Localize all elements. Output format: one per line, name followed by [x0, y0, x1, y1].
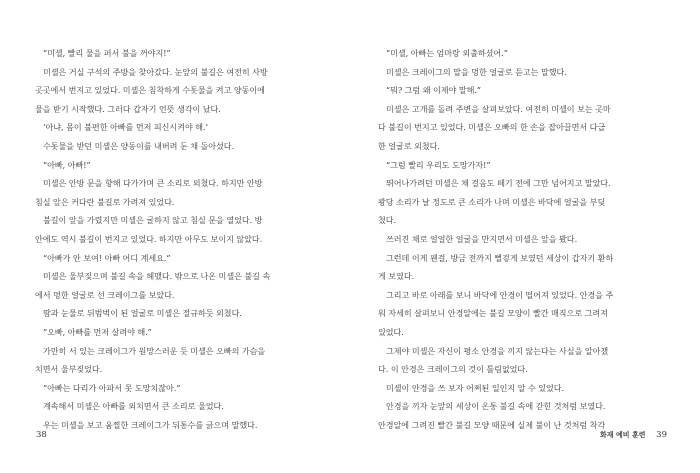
- text-line: 다. 이 안경은 크레이그의 것이 틀림없었다.: [378, 364, 528, 375]
- text-line: 물을 받기 시작했다. 그러다 갑자기 언뜻 생각이 났다.: [35, 103, 221, 114]
- text-line: 다 불길이 번지고 있었다. 미셸은 오빠의 한 손을 잡아끌면서 다급: [378, 122, 606, 133]
- right-page-footer: [600, 430, 667, 440]
- text-line: 미셸이 안경을 쓰 보자 어쩌된 일인지 알 수 있었다.: [386, 382, 565, 393]
- text-line: 침실 앞은 커다란 불길로 가려져 있었다.: [35, 196, 175, 207]
- text-line: “아빠가 안 보여! 아빠 어디 계세요.”: [43, 252, 171, 263]
- right-page-number: 39: [656, 430, 667, 440]
- text-line: 치면서 울부짖었다.: [35, 364, 103, 375]
- text-line: 땀과 눈물로 뒤범벅이 된 얼굴로 미셸은 절규하듯 외쳤다.: [43, 308, 242, 319]
- text-line: 미셸은 울부짖으며 불길 속을 헤맸다. 밖으로 나온 미셸은 불길 속: [43, 271, 271, 282]
- text-line: “아빠, 아빠!”: [43, 159, 91, 170]
- text-line: ‘아냐, 몸이 불편한 아빠를 먼저 피신시켜야 해.’: [43, 122, 209, 133]
- text-line: 그런데 이게 웬걸, 방금 전까지 뻘겋게 보였던 세상이 갑자기 환하: [386, 252, 614, 263]
- text-line: 곳곳에서 번지고 있었다. 미셸은 침착하게 수돗물을 켜고 양동이에: [35, 85, 265, 96]
- left-page-number: 38: [36, 430, 47, 440]
- text-line: 쳤다.: [378, 215, 397, 226]
- right-page: [378, 44, 668, 434]
- text-line: 미셸은 거실 구석의 주방을 찾아갔다. 눈앞의 불길은 여전히 사방: [43, 66, 268, 77]
- text-line: 있었다.: [378, 326, 404, 337]
- text-line: 워 자세히 살펴보니 안경알에는 불길 모양이 빨간 매직으로 그려져: [378, 308, 608, 319]
- text-line: 미셸은 크레이그의 말을 멍한 얼굴로 듣고는 말했다.: [386, 66, 567, 77]
- text-line: 그제야 미셸은 자신이 평소 안경을 끼지 않는다는 사실을 알아챘: [386, 345, 609, 356]
- text-line: 가만히 서 있는 크레이그가 원망스러운 듯 미셸은 오빠의 가슴을: [43, 345, 266, 356]
- text-line: 그리고 바로 아래를 보니 바닥에 안경이 떨어져 있었다. 안경을 주: [386, 289, 614, 300]
- text-line: 안경알에 그려진 빨간 불길 모양 때문에 실제 불이 난 것처럼 착각: [378, 419, 606, 430]
- left-page: [35, 44, 340, 434]
- text-line: 에서 멍한 얼굴로 선 크레이그를 보았다.: [35, 289, 175, 300]
- text-line: “아빠는 다리가 아파서 못 도망치잖아.”: [43, 382, 181, 393]
- text-line: 계속해서 미셸은 아빠를 외치면서 큰 소리로 울었다.: [43, 401, 224, 412]
- text-line: 수돗물을 받던 미셸은 양동이를 내버려 둔 채 돌아섰다.: [43, 140, 235, 151]
- text-line: 뛰어나가려던 미셸은 채 걸음도 떼기 전에 그만 넘어지고 말았다.: [386, 178, 611, 189]
- text-line: “미셸, 빨리 물을 퍼서 불을 꺼야지!”: [43, 48, 171, 58]
- text-line: 안에도 역시 불길이 번지고 있었다. 하지만 아무도 보이지 않았다.: [35, 233, 263, 244]
- running-title: 화재 예비 훈련: [600, 431, 646, 439]
- text-line: “오빠, 아빠를 먼저 살려야 해.”: [43, 326, 152, 337]
- text-line: 쓰러진 채로 얼얼한 얼굴을 만지면서 미셸은 앞을 봤다.: [386, 233, 578, 244]
- text-line: “그럼 빨리 우리도 도망가자!”: [386, 159, 491, 170]
- text-line: 우는 미셸을 보고 움찔한 크레이그가 뒤통수를 긁으며 말했다.: [43, 419, 258, 430]
- text-line: “뭐? 그럼 왜 이제야 말해.”: [386, 85, 481, 96]
- text-line: 게 보였다.: [378, 271, 415, 282]
- text-line: 불길이 앞을 가렸지만 미셸은 굴하지 않고 침실 문을 열었다. 방: [43, 215, 263, 226]
- text-line: 미셸은 고개를 돌려 주변을 살펴보았다. 여전히 미셸이 보는 곳마: [386, 103, 611, 114]
- text-line: “미셸, 아빠는 엄마랑 외출하셨어.”: [386, 48, 508, 58]
- text-line: 안경을 끼자 눈앞의 세상이 온통 불길 속에 갇힌 것처럼 보였다.: [386, 401, 606, 412]
- text-line: 미셸은 안방 문을 향해 다가가며 큰 소리로 외쳤다. 하지만 안방: [43, 178, 263, 189]
- text-line: 쾅당 소리가 날 정도로 큰 소리가 나며 미셸은 바닥에 얼굴을 부딪: [378, 196, 606, 207]
- text-line: 한 얼굴로 외쳤다.: [378, 140, 440, 151]
